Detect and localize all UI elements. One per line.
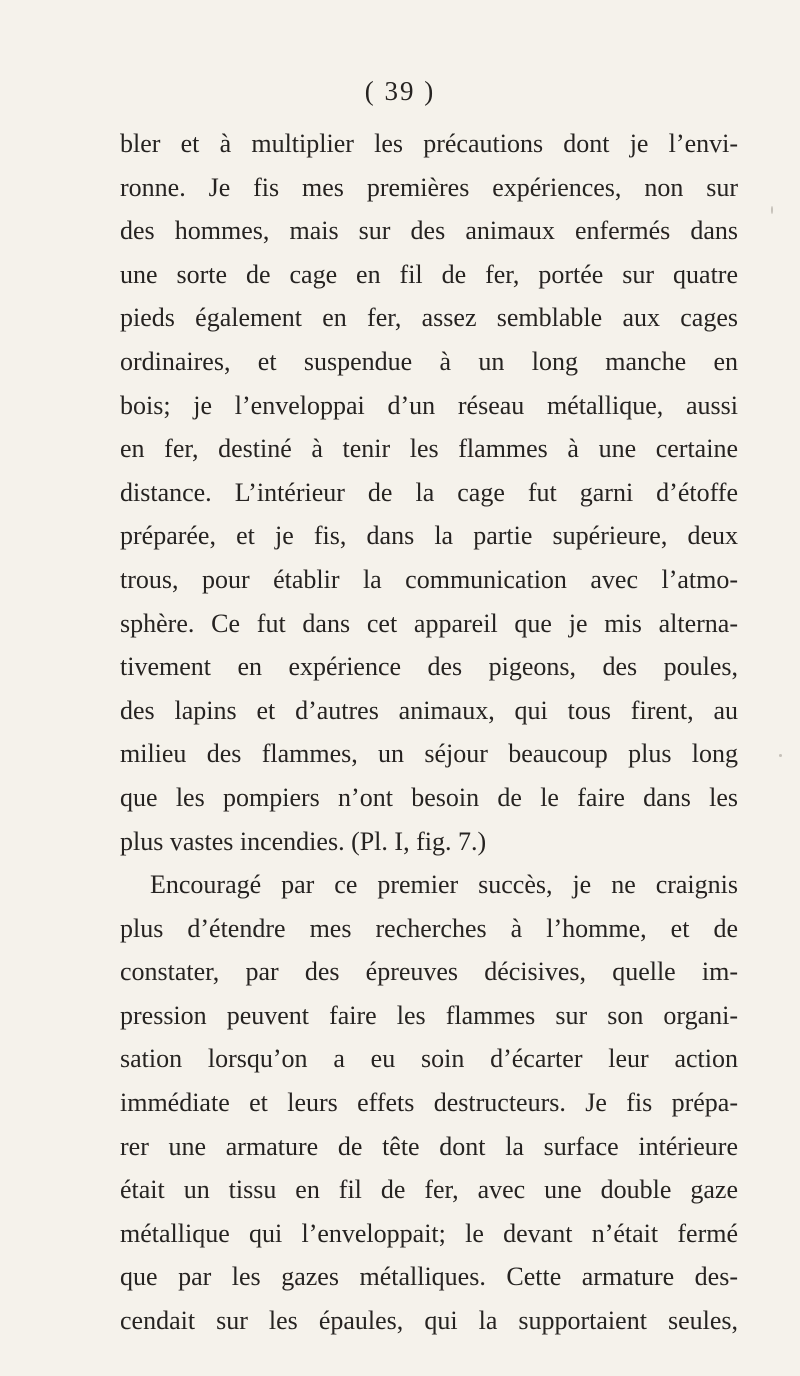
text-line: des hommes, mais sur des animaux enfermés dans	[120, 216, 738, 246]
text-line: distance. L’intérieur de la cage fut garni d’étoffe	[120, 477, 738, 507]
text-line: trous, pour établir la communication avec l’atmo-	[120, 564, 738, 594]
text-line: ronne. Je fis mes premières expériences, non sur	[120, 172, 738, 202]
text-line: plus d’étendre mes recherches à l’homme, et de	[120, 913, 738, 943]
text-line: métallique qui l’enveloppait; le devant n’était fermé	[120, 1218, 738, 1248]
text-line: sphère. Ce fut dans cet appareil que je mis alterna-	[120, 608, 738, 638]
page-number: ( 39 )	[364, 76, 436, 106]
text-line: sation lorsqu’on a eu soin d’écarter leur action	[120, 1044, 738, 1074]
paper-speck	[632, 1318, 635, 1321]
text-line: des lapins et d’autres animaux, qui tous firent, au	[120, 695, 738, 725]
text-line: pression peuvent faire les flammes sur son organi-	[120, 1000, 738, 1030]
text-line: préparée, et je fis, dans la partie supérieure, deux	[120, 521, 738, 551]
paper-speck	[779, 754, 782, 757]
text-line: était un tissu en fil de fer, avec une double gaze	[120, 1175, 738, 1205]
text-line: plus vastes incendies. (Pl. I, fig. 7.)	[120, 826, 487, 856]
text-line: immédiate et leurs effets destructeurs. Je fis prépa-	[120, 1088, 738, 1118]
text-line: constater, par des épreuves décisives, quelle im-	[120, 957, 738, 987]
paper-speck	[771, 206, 773, 214]
body-text	[120, 122, 738, 1343]
text-line: milieu des flammes, un séjour beaucoup plus long	[120, 739, 738, 769]
text-line: tivement en expérience des pigeons, des poules,	[120, 652, 738, 682]
text-line: une sorte de cage en fil de fer, portée sur quatre	[120, 259, 738, 289]
text-line: bois; je l’enveloppai d’un réseau métallique, aussi	[120, 390, 738, 420]
text-line: que les pompiers n’ont besoin de le faire dans les	[120, 782, 738, 812]
text-line: pieds également en fer, assez semblable aux cages	[120, 303, 738, 333]
text-line: Encouragé par ce premier succès, je ne craignis	[150, 870, 738, 900]
text-line: ordinaires, et suspendue à un long manche en	[120, 346, 738, 376]
text-line: bler et à multiplier les précautions dont je l’envi-	[120, 129, 738, 158]
text-line: rer une armature de tête dont la surface intérieure	[120, 1131, 738, 1161]
text-line: en fer, destiné à tenir les flammes à une certaine	[120, 434, 738, 464]
text-line: que par les gazes métalliques. Cette armature des-	[120, 1262, 738, 1292]
text-line: cendait sur les épaules, qui la supportaient seules,	[120, 1306, 738, 1336]
